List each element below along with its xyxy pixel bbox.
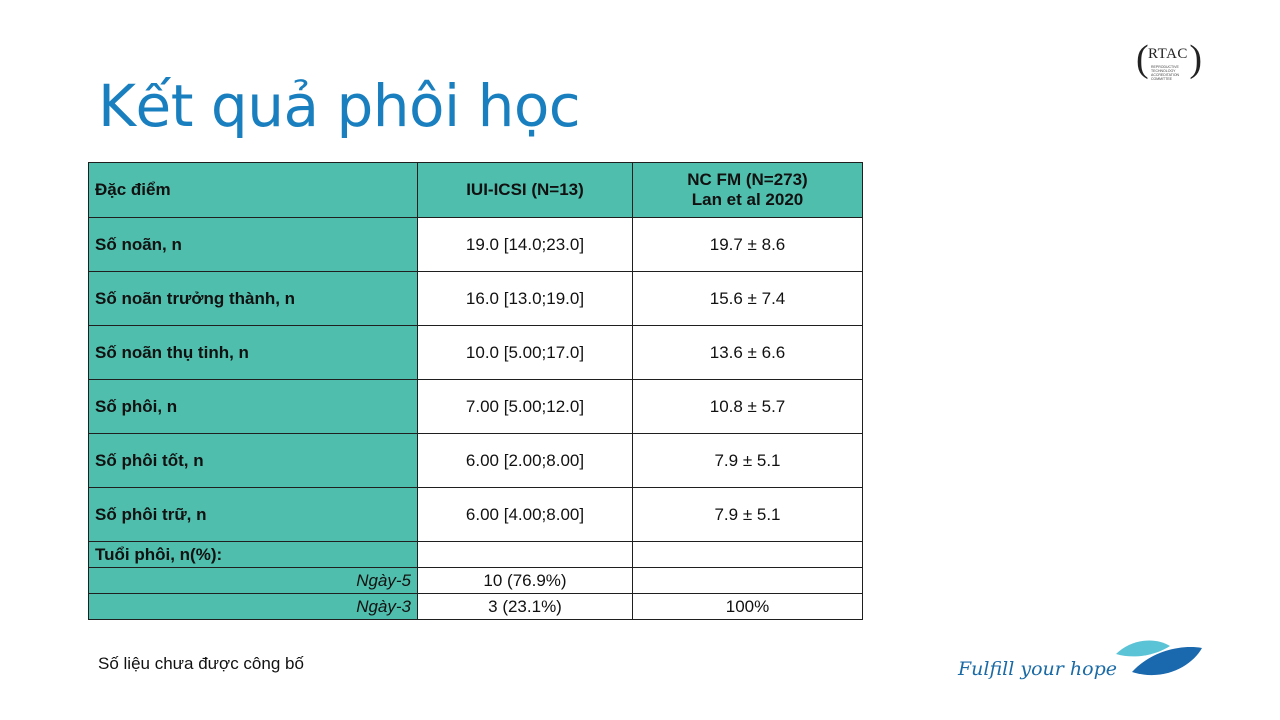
- age-row-feature: Ngày-5: [89, 568, 418, 594]
- header-nc-fm: [633, 163, 863, 218]
- leaf-logo-icon: [1112, 632, 1204, 682]
- row-iui-icsi-value: 6.00 [2.00;8.00]: [418, 434, 633, 488]
- row-feature: Số noãn, n: [89, 218, 418, 272]
- row-feature: Số phôi trữ, n: [89, 488, 418, 542]
- table-row: [89, 434, 863, 488]
- table-row: [89, 218, 863, 272]
- embryology-results-table: [88, 162, 863, 620]
- row-nc-fm-value: 7.9 ± 5.1: [633, 488, 863, 542]
- table-row-age: [89, 594, 863, 620]
- row-nc-fm-value: 7.9 ± 5.1: [633, 434, 863, 488]
- row-nc-fm-value: 13.6 ± 6.6: [633, 326, 863, 380]
- age-row-nc-fm-value: [633, 568, 863, 594]
- age-row-iui-icsi-value: 3 (23.1%): [418, 594, 633, 620]
- age-row-nc-fm-value: 100%: [633, 594, 863, 620]
- row-feature: Số phôi tốt, n: [89, 434, 418, 488]
- row-iui-icsi-value: 7.00 [5.00;12.0]: [418, 380, 633, 434]
- table-row-age: [89, 568, 863, 594]
- logo-bracket-left: (: [1136, 38, 1149, 80]
- header-iui-icsi: IUI-ICSI (N=13): [418, 163, 633, 218]
- header-feature: Đặc điểm: [89, 163, 418, 218]
- row-nc-fm-value: 19.7 ± 8.6: [633, 218, 863, 272]
- age-header-feature: Tuổi phôi, n(%):: [89, 542, 418, 568]
- table-row: [89, 272, 863, 326]
- table-row: [89, 326, 863, 380]
- slogan-text: Fulfill your hope: [958, 658, 1117, 680]
- row-feature: Số noãn thụ tinh, n: [89, 326, 418, 380]
- row-feature: Số phôi, n: [89, 380, 418, 434]
- row-nc-fm-value: 10.8 ± 5.7: [633, 380, 863, 434]
- table-row: [89, 488, 863, 542]
- row-feature: Số noãn trưởng thành, n: [89, 272, 418, 326]
- age-header-iui-icsi: [418, 542, 633, 568]
- slide-title: Kết quả phôi học: [98, 72, 581, 140]
- age-row-iui-icsi-value: 10 (76.9%): [418, 568, 633, 594]
- row-nc-fm-value: 15.6 ± 7.4: [633, 272, 863, 326]
- rtac-logo: [1136, 40, 1202, 82]
- age-row-feature: Ngày-3: [89, 594, 418, 620]
- header-nc-fm-line1: NC FM (N=273): [687, 170, 808, 189]
- footnote-unpublished: Số liệu chưa được công bố: [98, 654, 304, 673]
- header-nc-fm-line2: Lan et al 2020: [691, 190, 804, 209]
- row-iui-icsi-value: 16.0 [13.0;19.0]: [418, 272, 633, 326]
- row-iui-icsi-value: 6.00 [4.00;8.00]: [418, 488, 633, 542]
- row-iui-icsi-value: 10.0 [5.00;17.0]: [418, 326, 633, 380]
- age-header-nc-fm: [633, 542, 863, 568]
- row-iui-icsi-value: 19.0 [14.0;23.0]: [418, 218, 633, 272]
- table-row: [89, 380, 863, 434]
- table-row-age-header: [89, 542, 863, 568]
- logo-bracket-right: ): [1189, 38, 1202, 80]
- logo-word: RTAC: [1148, 46, 1188, 62]
- logo-subtitle: REPRODUCTIVE TECHNOLOGY ACCREDITATION COMMITTEE: [1151, 65, 1180, 81]
- table-header-row: [89, 163, 863, 218]
